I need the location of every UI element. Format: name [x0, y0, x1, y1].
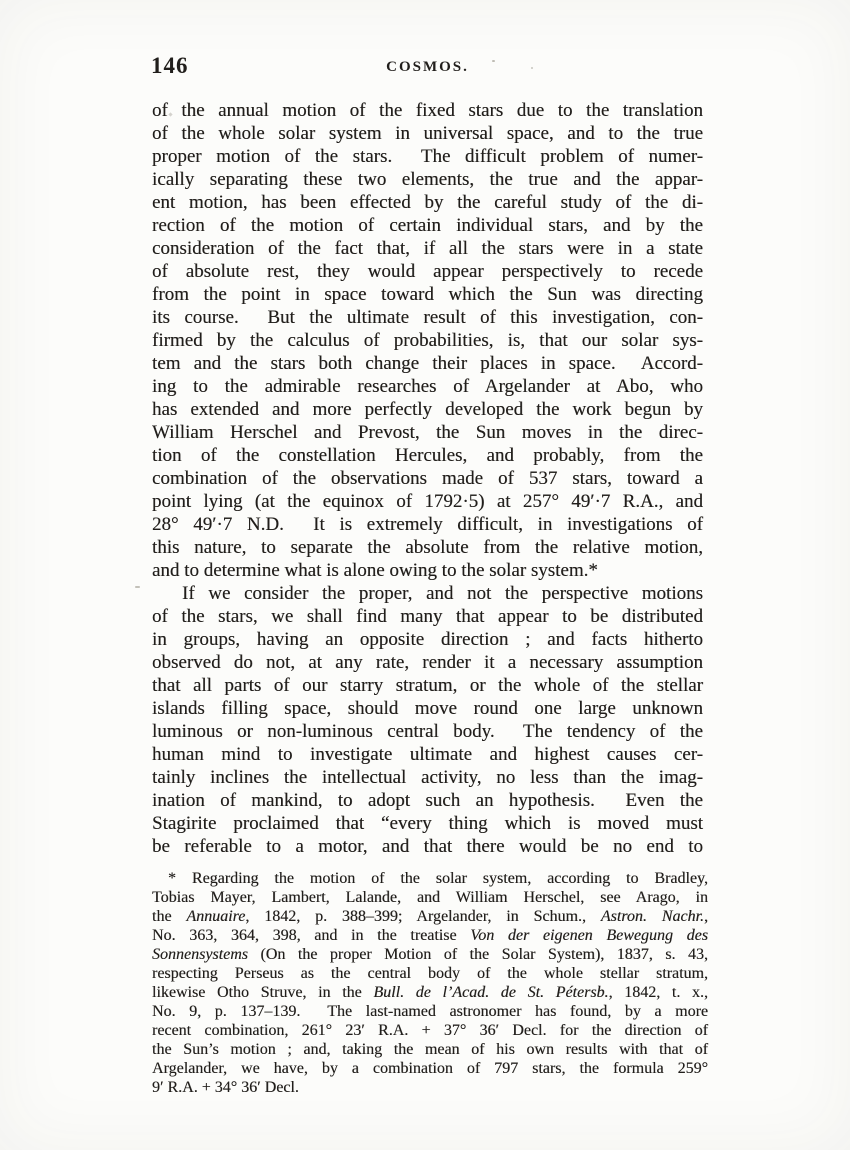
text-line: Argelander, we have, by a combination of 797 stars, the formula 259°: [152, 1060, 708, 1077]
text-line: likewise Otho Struve, in the Bull. de l’Acad. de St. Pétersb., 1842, t. x.,: [152, 984, 708, 1001]
text-line: of the stars, we shall find many that appear to be distributed: [152, 606, 703, 627]
text-line: of the whole solar system in universal space, and to the true: [152, 123, 703, 144]
text-line: ing to the admirable researches of Argelander at Abo, who: [152, 376, 703, 397]
text-line: rection of the motion of certain individual stars, and by the: [152, 215, 703, 236]
scan-speck: [135, 586, 140, 588]
scan-speck: [492, 60, 495, 62]
text-line: recent combination, 261° 23′ R.A. + 37° 36′ Decl. for the direction of: [152, 1022, 708, 1039]
body-text: [152, 99, 703, 858]
text-line: combination of the observations made of 537 stars, toward a: [152, 468, 703, 489]
text-line: 9′ R.A. + 34° 36′ Decl.: [152, 1079, 299, 1096]
text-line: the Annuaire, 1842, p. 388–399; Argelander, in Schum., Astron. Nachr.,: [152, 908, 709, 925]
text-line: Tobias Mayer, Lambert, Lalande, and William Herschel, see Arago, in: [152, 889, 708, 906]
text-line: proper motion of the stars. The difficult problem of numer-: [152, 146, 703, 167]
text-line: ination of mankind, to adopt such an hypothesis. Even the: [152, 790, 703, 811]
text-line: tem and the stars both change their places in space. Accord-: [152, 353, 703, 374]
text-line: in groups, having an opposite direction ; and facts hitherto: [152, 629, 703, 650]
text-line: William Herschel and Prevost, the Sun moves in the direc-: [152, 422, 703, 443]
text-line: tion of the constellation Hercules, and probably, from the: [152, 445, 703, 466]
text-line: human mind to investigate ultimate and highest causes cer-: [152, 744, 703, 765]
text-line: from the point in space toward which the Sun was directing: [152, 284, 703, 305]
text-line: be referable to a motor, and that there would be no end to: [152, 836, 703, 857]
page-number: 146: [151, 53, 189, 78]
text-line: consideration of the fact that, if all the stars were in a state: [152, 238, 703, 259]
text-line: this nature, to separate the absolute from the relative motion,: [152, 537, 703, 558]
text-line: 28° 49′·7 N.D. It is extremely difficult, in investigations of: [152, 514, 703, 535]
text-line: of absolute rest, they would appear perspectively to recede: [152, 261, 703, 282]
text-line: of the annual motion of the fixed stars due to the translation: [152, 100, 703, 121]
text-line: that all parts of our starry stratum, or the whole of the stellar: [152, 675, 703, 696]
text-line: respecting Perseus as the central body of the whole stellar stratum,: [152, 965, 708, 982]
text-line: No. 9, p. 137–139. The last-named astronomer has found, by a more: [152, 1003, 708, 1020]
text-line: No. 363, 364, 398, and in the treatise Von der eigenen Bewegung des: [152, 927, 709, 944]
text-line: * Regarding the motion of the solar system, according to Bradley,: [168, 870, 708, 887]
text-line: point lying (at the equinox of 1792·5) at 257° 49′·7 R.A., and: [152, 491, 703, 512]
footnote: [152, 869, 708, 1097]
paragraph-proper-motions: [152, 582, 703, 858]
text-line: has extended and more perfectly developed the work begun by: [152, 399, 703, 420]
text-line: observed do not, at any rate, render it a necessary assumption: [152, 652, 703, 673]
text-line: the Sun’s motion ; and, taking the mean of his own results with that of: [152, 1041, 708, 1058]
text-line: and to determine what is alone owing to the solar system.*: [152, 560, 598, 581]
scan-speck: [531, 67, 533, 69]
text-line: ent motion, has been effected by the careful study of the di-: [152, 192, 703, 213]
text-line: islands filling space, should move round one large unknown: [152, 698, 703, 719]
paragraph-continuation: [152, 99, 703, 582]
text-line: If we consider the proper, and not the perspective motions: [182, 583, 703, 604]
text-line: luminous or non-luminous central body. The tendency of the: [152, 721, 703, 742]
text-line: ically separating these two elements, the true and the appar-: [152, 169, 703, 190]
text-line: its course. But the ultimate result of this investigation, con-: [152, 307, 703, 328]
text-line: tainly inclines the intellectual activity, no less than the imag-: [152, 767, 703, 788]
text-line: Sonnensystems (On the proper Motion of the Solar System), 1837, s. 43,: [152, 946, 708, 963]
text-line: firmed by the calculus of probabilities, is, that our solar sys-: [152, 330, 703, 351]
text-line: Stagirite proclaimed that “every thing which is moved must: [152, 813, 703, 834]
running-title: COSMOS.: [386, 59, 469, 75]
